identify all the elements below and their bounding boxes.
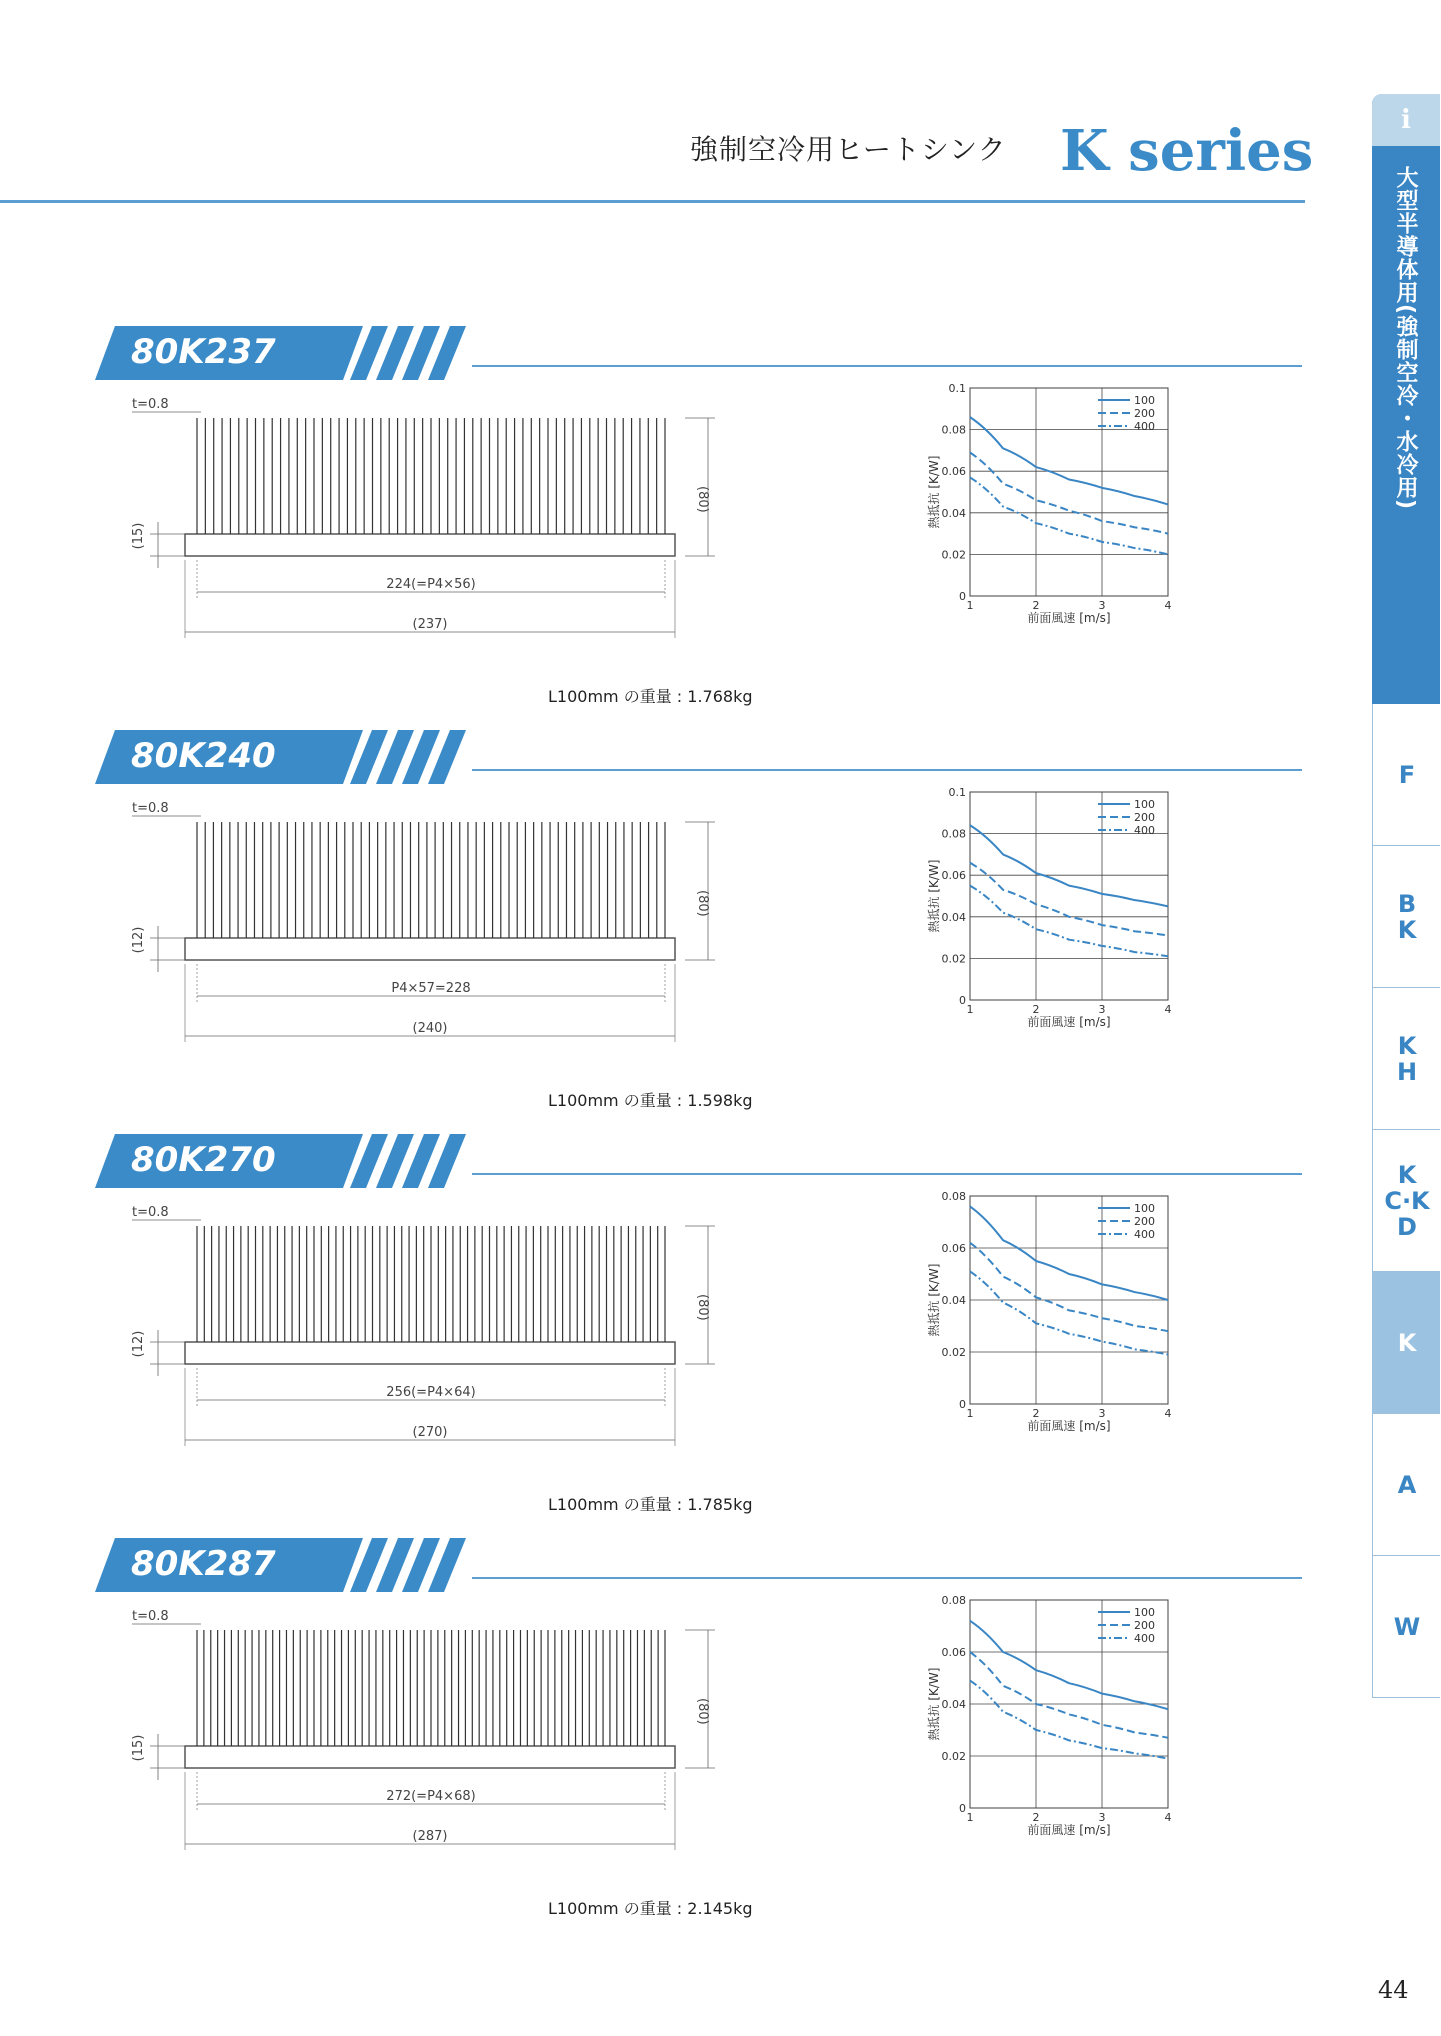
width-dim: (237) xyxy=(412,617,448,632)
x-tick-label: 3 xyxy=(1098,1407,1106,1420)
y-tick-label: 0.02 xyxy=(941,1750,966,1763)
x-axis-label: 前面風速 [m/s] xyxy=(1027,1419,1111,1433)
banner-stripes xyxy=(350,1538,470,1592)
heatsink-base xyxy=(185,1746,675,1768)
x-tick-label: 2 xyxy=(1032,1811,1040,1824)
y-axis-label: 熱抵抗 [K/W] xyxy=(927,1667,941,1741)
y-tick-label: 0.04 xyxy=(941,1294,966,1307)
pitch-dim: P4×57=228 xyxy=(391,981,471,996)
pitch-dim: 224(=P4×56) xyxy=(386,577,476,592)
legend-label: 200 xyxy=(1134,1215,1155,1228)
heatsink-drawing xyxy=(0,790,710,1080)
tab-f[interactable] xyxy=(1372,704,1440,846)
x-tick-label: 2 xyxy=(1032,599,1040,612)
y-tick-label: 0.08 xyxy=(941,1594,966,1607)
product-name: 80K270 xyxy=(131,1140,276,1180)
y-tick-label: 0 xyxy=(959,994,966,1007)
product-name: 80K237 xyxy=(131,332,276,372)
legend-label: 100 xyxy=(1134,798,1155,811)
pitch-dim: 256(=P4×64) xyxy=(386,1385,476,1400)
x-tick-label: 1 xyxy=(966,599,974,612)
height-dim: (80) xyxy=(695,1698,710,1725)
x-tick-label: 4 xyxy=(1164,599,1172,612)
product-name: 80K240 xyxy=(131,736,276,776)
x-tick-label: 4 xyxy=(1164,1811,1172,1824)
tab-large-semiconductor[interactable] xyxy=(1372,94,1440,704)
tab-kc-kd[interactable] xyxy=(1372,1130,1440,1272)
y-tick-label: 0.06 xyxy=(941,869,966,883)
weight-label: L100mm の重量 : 1.785kg xyxy=(548,1495,753,1514)
product-section xyxy=(0,1538,1310,1942)
base-dim: (12) xyxy=(131,926,146,954)
x-tick-label: 2 xyxy=(1032,1003,1040,1016)
page-title: 強制空冷用ヒートシンク xyxy=(690,133,1007,166)
width-dim: (287) xyxy=(412,1829,448,1844)
product-section xyxy=(0,326,1310,730)
pitch-dim: 272(=P4×68) xyxy=(386,1789,476,1804)
y-tick-label: 0.04 xyxy=(941,506,966,520)
y-tick-label: 0.06 xyxy=(941,1646,966,1659)
heatsink-base xyxy=(185,938,675,960)
header-divider xyxy=(0,200,1305,203)
banner-stripes xyxy=(350,1134,470,1188)
x-tick-label: 3 xyxy=(1098,1811,1106,1824)
weight-label: L100mm の重量 : 1.768kg xyxy=(548,687,753,706)
y-tick-label: 0.1 xyxy=(948,786,966,799)
heatsink-drawing xyxy=(0,386,710,676)
thermal-resistance-chart xyxy=(920,376,1180,636)
tab-label: W xyxy=(1393,1612,1421,1641)
thermal-resistance-chart xyxy=(920,780,1180,1040)
x-axis-label: 前面風速 [m/s] xyxy=(1027,1823,1111,1837)
weight-label: L100mm の重量 : 1.598kg xyxy=(548,1091,753,1110)
tab-a[interactable] xyxy=(1372,1414,1440,1556)
width-dim: (240) xyxy=(412,1021,448,1036)
height-dim: (80) xyxy=(695,486,710,513)
legend-label: 400 xyxy=(1134,1632,1155,1645)
y-tick-label: 0.02 xyxy=(941,952,966,966)
x-tick-label: 3 xyxy=(1098,1003,1106,1016)
tab-label: K C·K D xyxy=(1384,1160,1430,1241)
weight-label: L100mm の重量 : 2.145kg xyxy=(548,1899,753,1918)
x-tick-label: 1 xyxy=(966,1003,974,1016)
product-banner xyxy=(95,730,363,784)
legend-label: 100 xyxy=(1134,1202,1155,1215)
x-tick-label: 3 xyxy=(1098,599,1106,612)
y-tick-label: 0.08 xyxy=(941,423,966,437)
base-dim: (15) xyxy=(131,1734,146,1762)
y-tick-label: 0 xyxy=(959,1802,966,1815)
tab-bk[interactable] xyxy=(1372,846,1440,988)
base-dim: (12) xyxy=(131,1330,146,1358)
x-tick-label: 4 xyxy=(1164,1407,1172,1420)
y-tick-label: 0.02 xyxy=(941,548,966,562)
series-title: K series xyxy=(1060,118,1314,184)
product-name: 80K287 xyxy=(131,1544,276,1584)
x-axis-label: 前面風速 [m/s] xyxy=(1027,611,1111,625)
product-banner xyxy=(95,326,363,380)
tab-label: K xyxy=(1397,1328,1417,1357)
tab-label: A xyxy=(1397,1470,1417,1499)
tab-label: B K xyxy=(1397,889,1417,944)
y-tick-label: 0 xyxy=(959,590,966,603)
fin-thickness-dim: t=0.8 xyxy=(132,801,169,816)
legend-label: 200 xyxy=(1134,1619,1155,1632)
legend-label: 400 xyxy=(1134,420,1155,433)
y-axis-label: 熱抵抗 [K/W] xyxy=(927,455,941,529)
banner-stripes xyxy=(350,326,470,380)
heatsink-drawing xyxy=(0,1598,710,1888)
x-tick-label: 1 xyxy=(966,1811,974,1824)
tab-kh[interactable] xyxy=(1372,988,1440,1130)
legend-label: 400 xyxy=(1134,824,1155,837)
thermal-resistance-chart xyxy=(920,1184,1180,1444)
page-number: 44 xyxy=(1378,1976,1409,2004)
height-dim: (80) xyxy=(695,1294,710,1321)
tab-w[interactable] xyxy=(1372,1556,1440,1698)
banner-stripes xyxy=(350,730,470,784)
x-tick-label: 2 xyxy=(1032,1407,1040,1420)
y-tick-label: 0.08 xyxy=(941,1190,966,1203)
x-axis-label: 前面風速 [m/s] xyxy=(1027,1015,1111,1029)
legend-label: 200 xyxy=(1134,811,1155,824)
legend-label: 100 xyxy=(1134,1606,1155,1619)
heatsink-drawing xyxy=(0,1194,710,1484)
fin-thickness-dim: t=0.8 xyxy=(132,1205,169,1220)
section-divider xyxy=(472,769,1302,771)
base-dim: (15) xyxy=(131,522,146,550)
product-section xyxy=(0,1134,1310,1538)
tab-k[interactable] xyxy=(1372,1272,1440,1414)
height-dim: (80) xyxy=(695,890,710,917)
y-tick-label: 0.08 xyxy=(941,827,966,841)
tab-label: K H xyxy=(1396,1031,1418,1086)
y-tick-label: 0.06 xyxy=(941,465,966,479)
x-tick-label: 4 xyxy=(1164,1003,1172,1016)
y-tick-label: 0.02 xyxy=(941,1346,966,1359)
section-divider xyxy=(472,365,1302,367)
section-divider xyxy=(472,1577,1302,1579)
x-tick-label: 1 xyxy=(966,1407,974,1420)
y-axis-label: 熱抵抗 [K/W] xyxy=(927,859,941,933)
y-tick-label: 0.04 xyxy=(941,910,966,924)
tab-main-label: 大型半導体用(強制空冷・水冷用) xyxy=(1393,166,1418,511)
fin-thickness-dim: t=0.8 xyxy=(132,397,169,412)
product-banner xyxy=(95,1538,363,1592)
fin-thickness-dim: t=0.8 xyxy=(132,1609,169,1624)
y-tick-label: 0 xyxy=(959,1398,966,1411)
y-tick-label: 0.1 xyxy=(948,382,966,395)
legend-label: 200 xyxy=(1134,407,1155,420)
y-tick-label: 0.04 xyxy=(941,1698,966,1711)
section-divider xyxy=(472,1173,1302,1175)
product-banner xyxy=(95,1134,363,1188)
heatsink-base xyxy=(185,534,675,556)
width-dim: (270) xyxy=(412,1425,448,1440)
y-tick-label: 0.06 xyxy=(941,1242,966,1255)
product-section xyxy=(0,730,1310,1134)
y-axis-label: 熱抵抗 [K/W] xyxy=(927,1263,941,1337)
tab-label: F xyxy=(1398,760,1416,789)
legend-label: 100 xyxy=(1134,394,1155,407)
thermal-resistance-chart xyxy=(920,1588,1180,1848)
heatsink-base xyxy=(185,1342,675,1364)
info-icon: i xyxy=(1372,94,1440,146)
legend-label: 400 xyxy=(1134,1228,1155,1241)
